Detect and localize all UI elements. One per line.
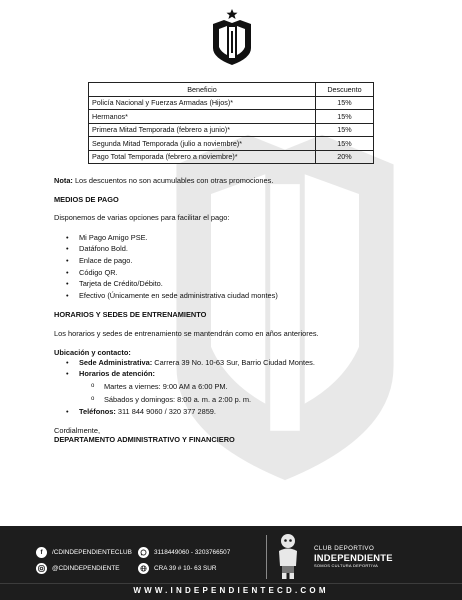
header-discount: Descuento (316, 83, 374, 97)
payment-heading: MEDIOS DE PAGO (54, 194, 119, 204)
phones-label: Teléfonos: (79, 406, 116, 416)
instagram-icon (36, 563, 47, 574)
club-name: INDEPENDIENTE (314, 552, 393, 563)
table-header-row (89, 83, 374, 97)
closing-department: DEPARTAMENTO ADMINISTRATIVO Y FINANCIERO (54, 435, 235, 445)
footer-instagram[interactable] (36, 563, 120, 574)
footer-separator (266, 535, 267, 579)
list-item: • Efectivo (Únicamente en sede administrativa ciudad montes) (66, 290, 414, 302)
schedule-heading: HORARIOS Y SEDES DE ENTRENAMIENTO (54, 310, 207, 320)
facebook-icon: f (36, 547, 47, 558)
benefits-table (88, 82, 374, 164)
table-row (89, 150, 374, 164)
crest-logo (210, 8, 254, 66)
whatsapp-icon (138, 547, 149, 558)
footer-phones[interactable] (138, 547, 230, 558)
list-item: • Mi Pago Amigo PSE. (66, 232, 414, 244)
table-row (89, 110, 374, 124)
benefit-cell: Hermanos* (89, 110, 316, 124)
footer-address-text: CRA 39 # 10- 63 SUR (154, 565, 217, 572)
list-item: • Enlace de pago. (66, 255, 414, 267)
list-item: o Martes a viernes: 9:00 AM a 6:00 PM. (91, 380, 414, 393)
list-item: • Tarjeta de Crédito/Débito. (66, 278, 414, 290)
sede-label: Sede Administrativa: (79, 358, 153, 368)
footer-divider (0, 583, 462, 584)
discount-cell: 15% (316, 110, 374, 124)
hours-label: Horarios de atención: (79, 369, 155, 379)
list-item (66, 406, 414, 417)
note-label: Nota: (54, 176, 73, 185)
globe-icon (138, 563, 149, 574)
note-text: Los descuentos no son acumulables con otras promociones. (72, 176, 274, 185)
hours-list (91, 380, 414, 406)
payment-list (66, 232, 414, 302)
list-item: • Código QR. (66, 267, 414, 279)
footer-website[interactable]: WWW.INDEPENDIENTECD.COM (133, 586, 329, 595)
club-tagline: SOMOS CULTURA DEPORTIVA (314, 563, 378, 568)
discount-cell: 15% (316, 96, 374, 110)
discount-cell: 15% (316, 123, 374, 137)
benefit-cell: Segunda Mitad Temporada (julio a noviembre)* (89, 137, 316, 151)
benefit-cell: Pago Total Temporada (febrero a noviembre)* (89, 150, 316, 164)
note-paragraph (54, 176, 414, 186)
list-item: o Sábados y domingos: 8:00 a. m. a 2:00 p. m. (91, 393, 414, 406)
footer-facebook[interactable] (36, 547, 132, 558)
benefit-cell: Primera Mitad Temporada (febrero a junio)* (89, 123, 316, 137)
header-benefit: Beneficio (89, 83, 316, 97)
facebook-handle: /CDINDEPENDIENTECLUB (52, 549, 132, 556)
contact-heading: Ubicación y contacto: (54, 347, 131, 357)
club-line1: CLUB DEPORTIVO (314, 545, 375, 552)
discount-cell: 15% (316, 137, 374, 151)
table-row (89, 96, 374, 110)
footer-club-brand (314, 545, 393, 568)
discount-cell: 20% (316, 150, 374, 164)
benefit-cell: Policía Nacional y Fuerzas Armadas (Hijos)* (89, 96, 316, 110)
instagram-handle: @CDINDEPENDIENTE (52, 565, 120, 572)
footer-address (138, 563, 217, 574)
contact-list (66, 357, 414, 417)
mascot-image (274, 532, 302, 580)
schedule-text: Los horarios y sedes de entrenamiento se mantendrán como en años anteriores. (54, 328, 319, 338)
footer-phones-text: 3118449060 - 3203766507 (154, 549, 231, 556)
table-row (89, 137, 374, 151)
sede-value: Carrera 39 No. 10-63 Sur, Barrio Ciudad Montes. (152, 358, 315, 368)
footer-bar (0, 526, 462, 600)
list-item: • Datáfono Bold. (66, 243, 414, 255)
table-row (89, 123, 374, 137)
document-body (54, 176, 414, 445)
payment-intro: Disponemos de varias opciones para facilitar el pago: (54, 213, 230, 223)
closing-regards: Cordialmente, (54, 425, 101, 435)
list-item (66, 357, 414, 368)
phones-value: 311 844 9060 / 320 377 2859. (115, 406, 216, 416)
list-item (66, 368, 414, 405)
